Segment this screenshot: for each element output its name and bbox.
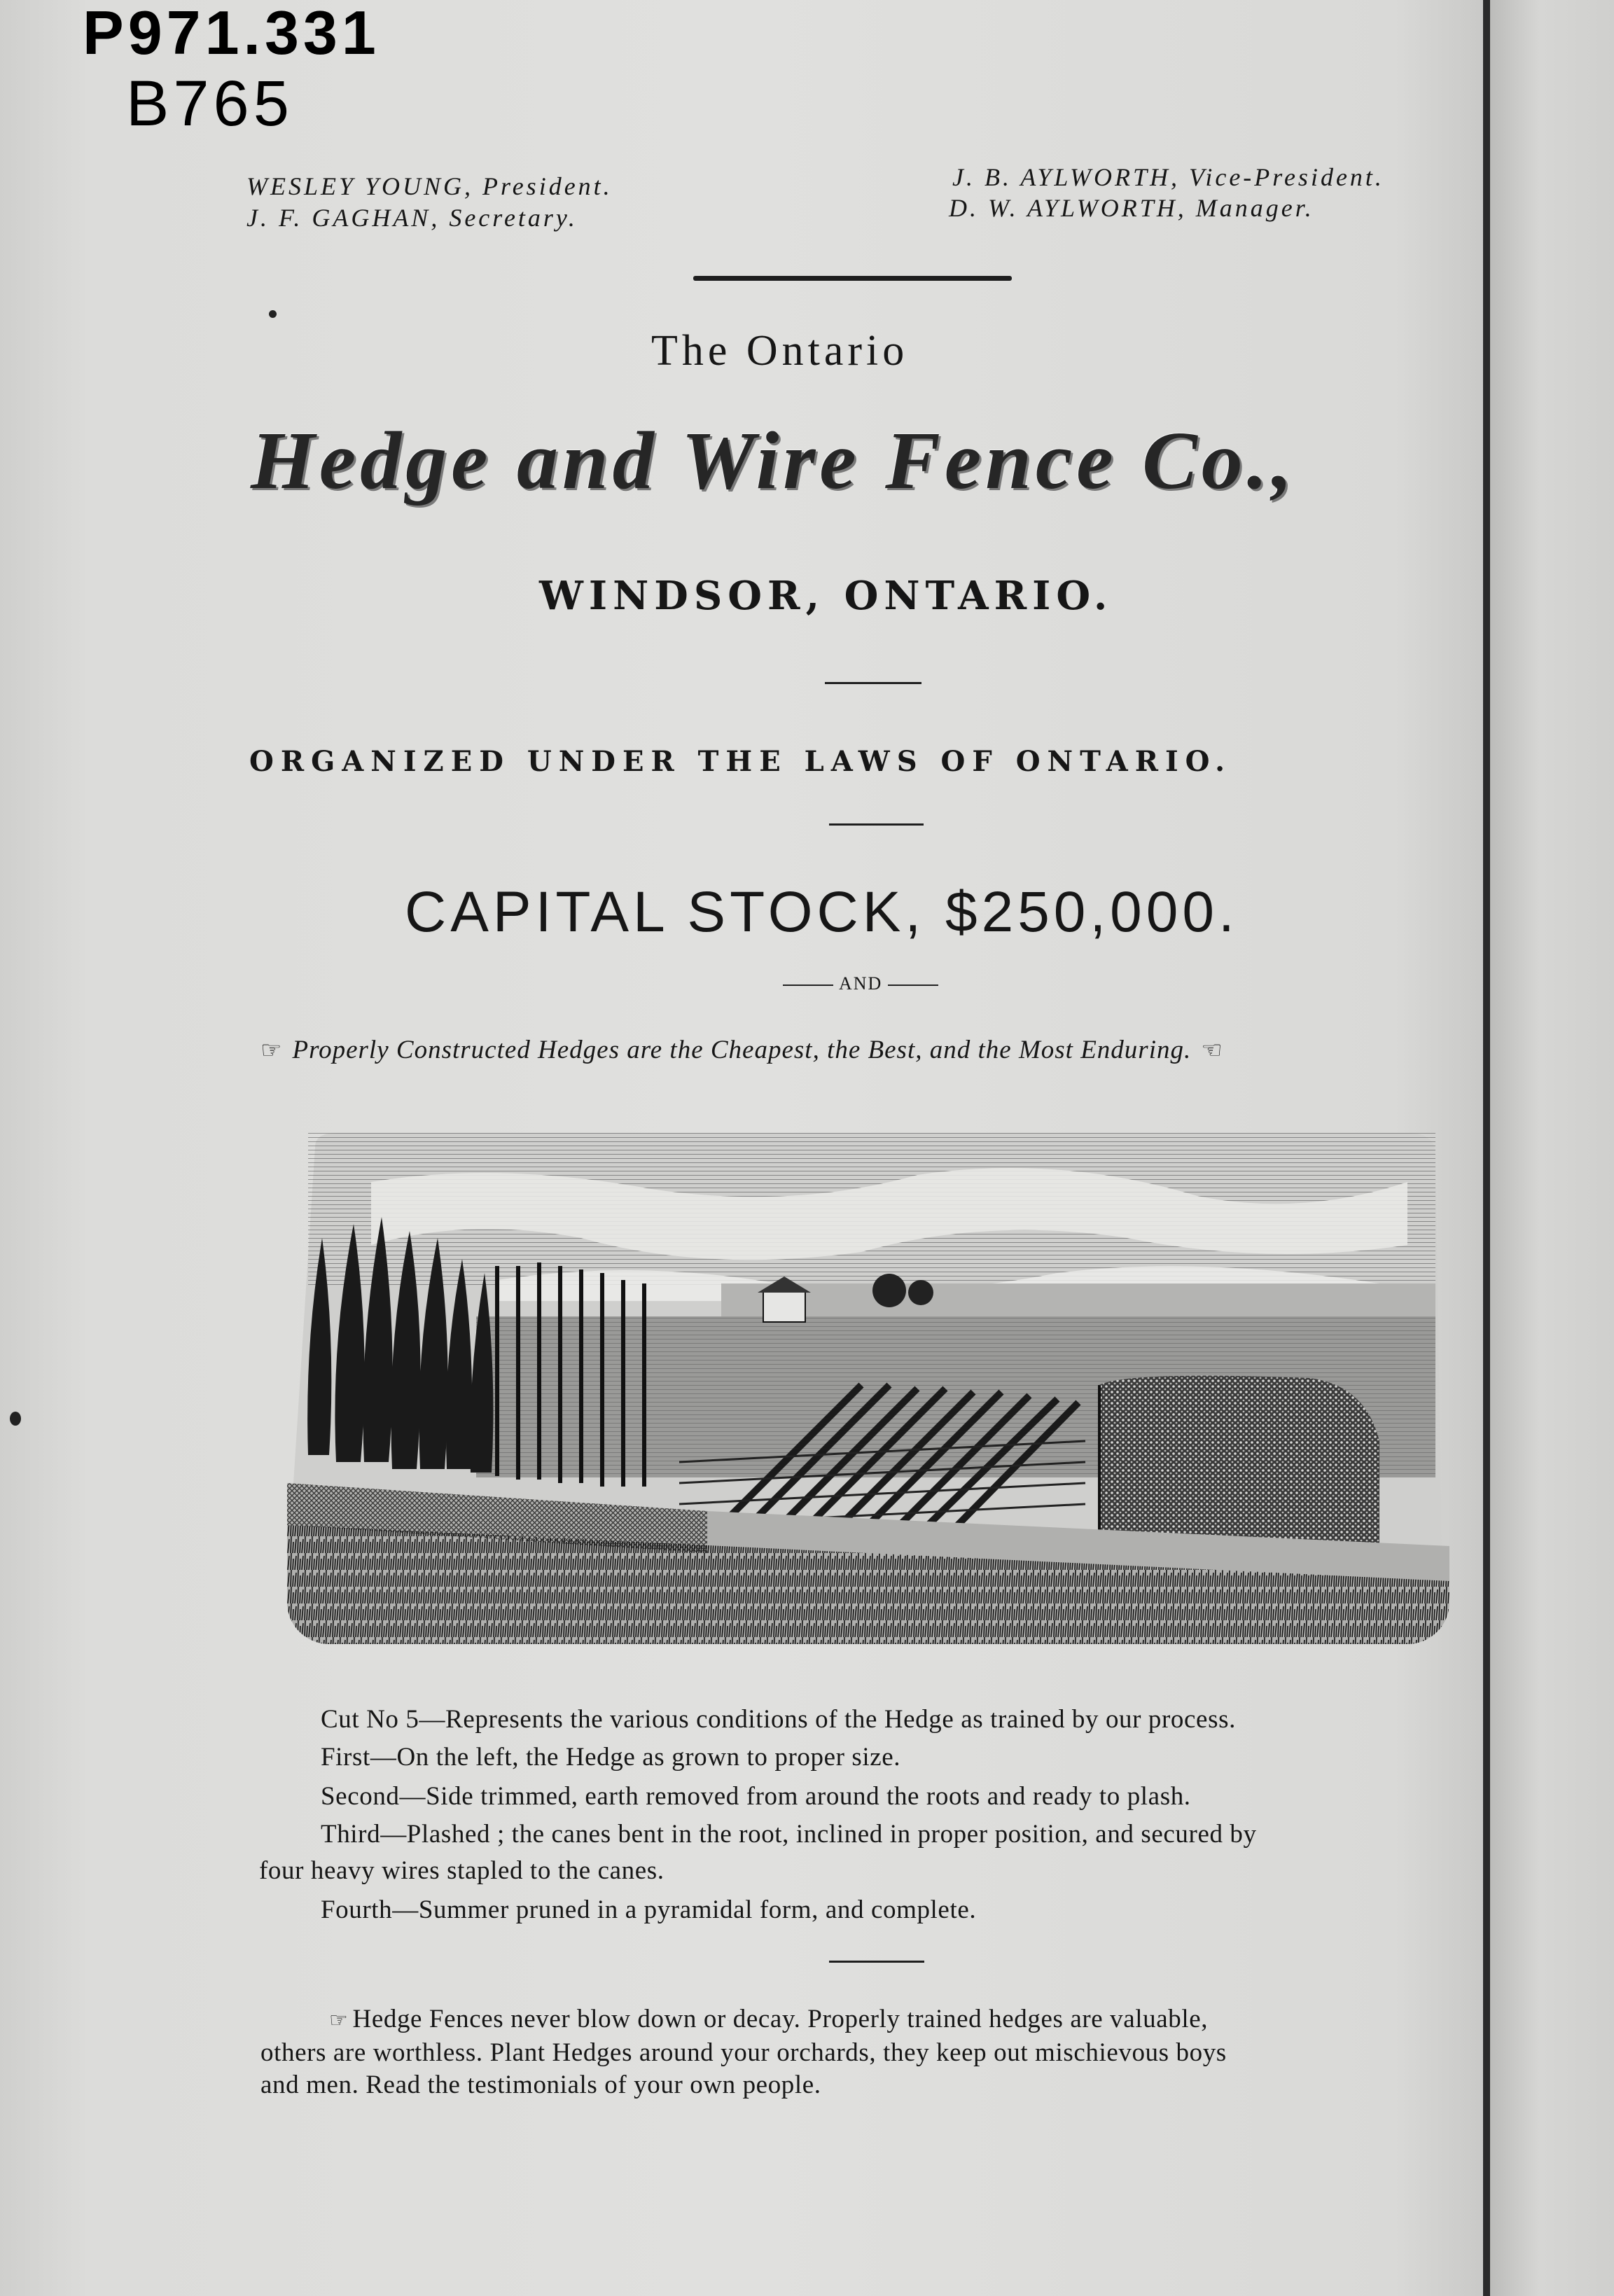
ornamental-rule bbox=[693, 276, 1012, 281]
divider bbox=[829, 823, 924, 826]
ink-spot bbox=[10, 1412, 21, 1426]
ink-spot bbox=[269, 310, 277, 318]
pointing-hand-icon: ☞ bbox=[329, 2009, 349, 2032]
divider bbox=[825, 682, 921, 684]
caption-line-4: Third—Plashed ; the canes bent in the root, inclined in proper position, and secured by bbox=[321, 1820, 1257, 1849]
call-number-line2: B765 bbox=[126, 68, 293, 139]
page-edge-shadow bbox=[1490, 0, 1614, 2296]
hedge-engraving-illustration bbox=[287, 1133, 1449, 1644]
officer-secretary: J. F. GAGHAN, Secretary. bbox=[246, 204, 578, 232]
pointing-hand-left-icon: ☜ bbox=[1201, 1038, 1223, 1064]
capital-stock: CAPITAL STOCK, $250,000. bbox=[405, 880, 1239, 944]
divider bbox=[829, 1961, 924, 1963]
and-text: AND bbox=[839, 973, 883, 994]
page-edge bbox=[1483, 0, 1490, 2296]
slogan-row bbox=[251, 1035, 1233, 1065]
pointing-hand-icon: ☞ bbox=[260, 1038, 283, 1064]
note-line-2: others are worthless. Plant Hedges around your orchards, they keep out mischievous boys bbox=[260, 2038, 1227, 2067]
note-text-1: Hedge Fences never blow down or decay. Properly trained hedges are valuable, bbox=[352, 2005, 1209, 2033]
heading-the-ontario: The Ontario bbox=[651, 327, 909, 375]
dash bbox=[783, 985, 833, 986]
officer-president: WESLEY YOUNG, President. bbox=[246, 172, 613, 200]
caption-line-4-continued: four heavy wires stapled to the canes. bbox=[259, 1856, 665, 1885]
caption-line-1: Cut No 5—Represents the various conditions of the Hedge as trained by our process. bbox=[321, 1705, 1236, 1734]
company-name: Hedge and Wire Fence Co., bbox=[251, 415, 1297, 506]
organized-line: ORGANIZED UNDER THE LAWS OF ONTARIO. bbox=[249, 745, 1232, 778]
call-number-line1: P971.331 bbox=[83, 0, 380, 67]
officer-manager: D. W. AYLWORTH, Manager. bbox=[949, 194, 1314, 222]
slogan-text: Properly Constructed Hedges are the Cheapest, the Best, and the Most Enduring. bbox=[292, 1036, 1192, 1064]
officer-vice-president: J. B. AYLWORTH, Vice-President. bbox=[952, 163, 1384, 191]
company-city: WINDSOR, ONTARIO. bbox=[539, 573, 1113, 619]
note-line-1 bbox=[329, 2004, 1208, 2034]
note-line-3: and men. Read the testimonials of your own people. bbox=[260, 2071, 821, 2099]
dash bbox=[888, 985, 938, 986]
and-line bbox=[777, 973, 944, 994]
caption-line-3: Second—Side trimmed, earth removed from around the roots and ready to plash. bbox=[321, 1782, 1191, 1811]
caption-line-5: Fourth—Summer pruned in a pyramidal form, and complete. bbox=[321, 1895, 977, 1924]
caption-line-2: First—On the left, the Hedge as grown to proper size. bbox=[321, 1743, 901, 1772]
